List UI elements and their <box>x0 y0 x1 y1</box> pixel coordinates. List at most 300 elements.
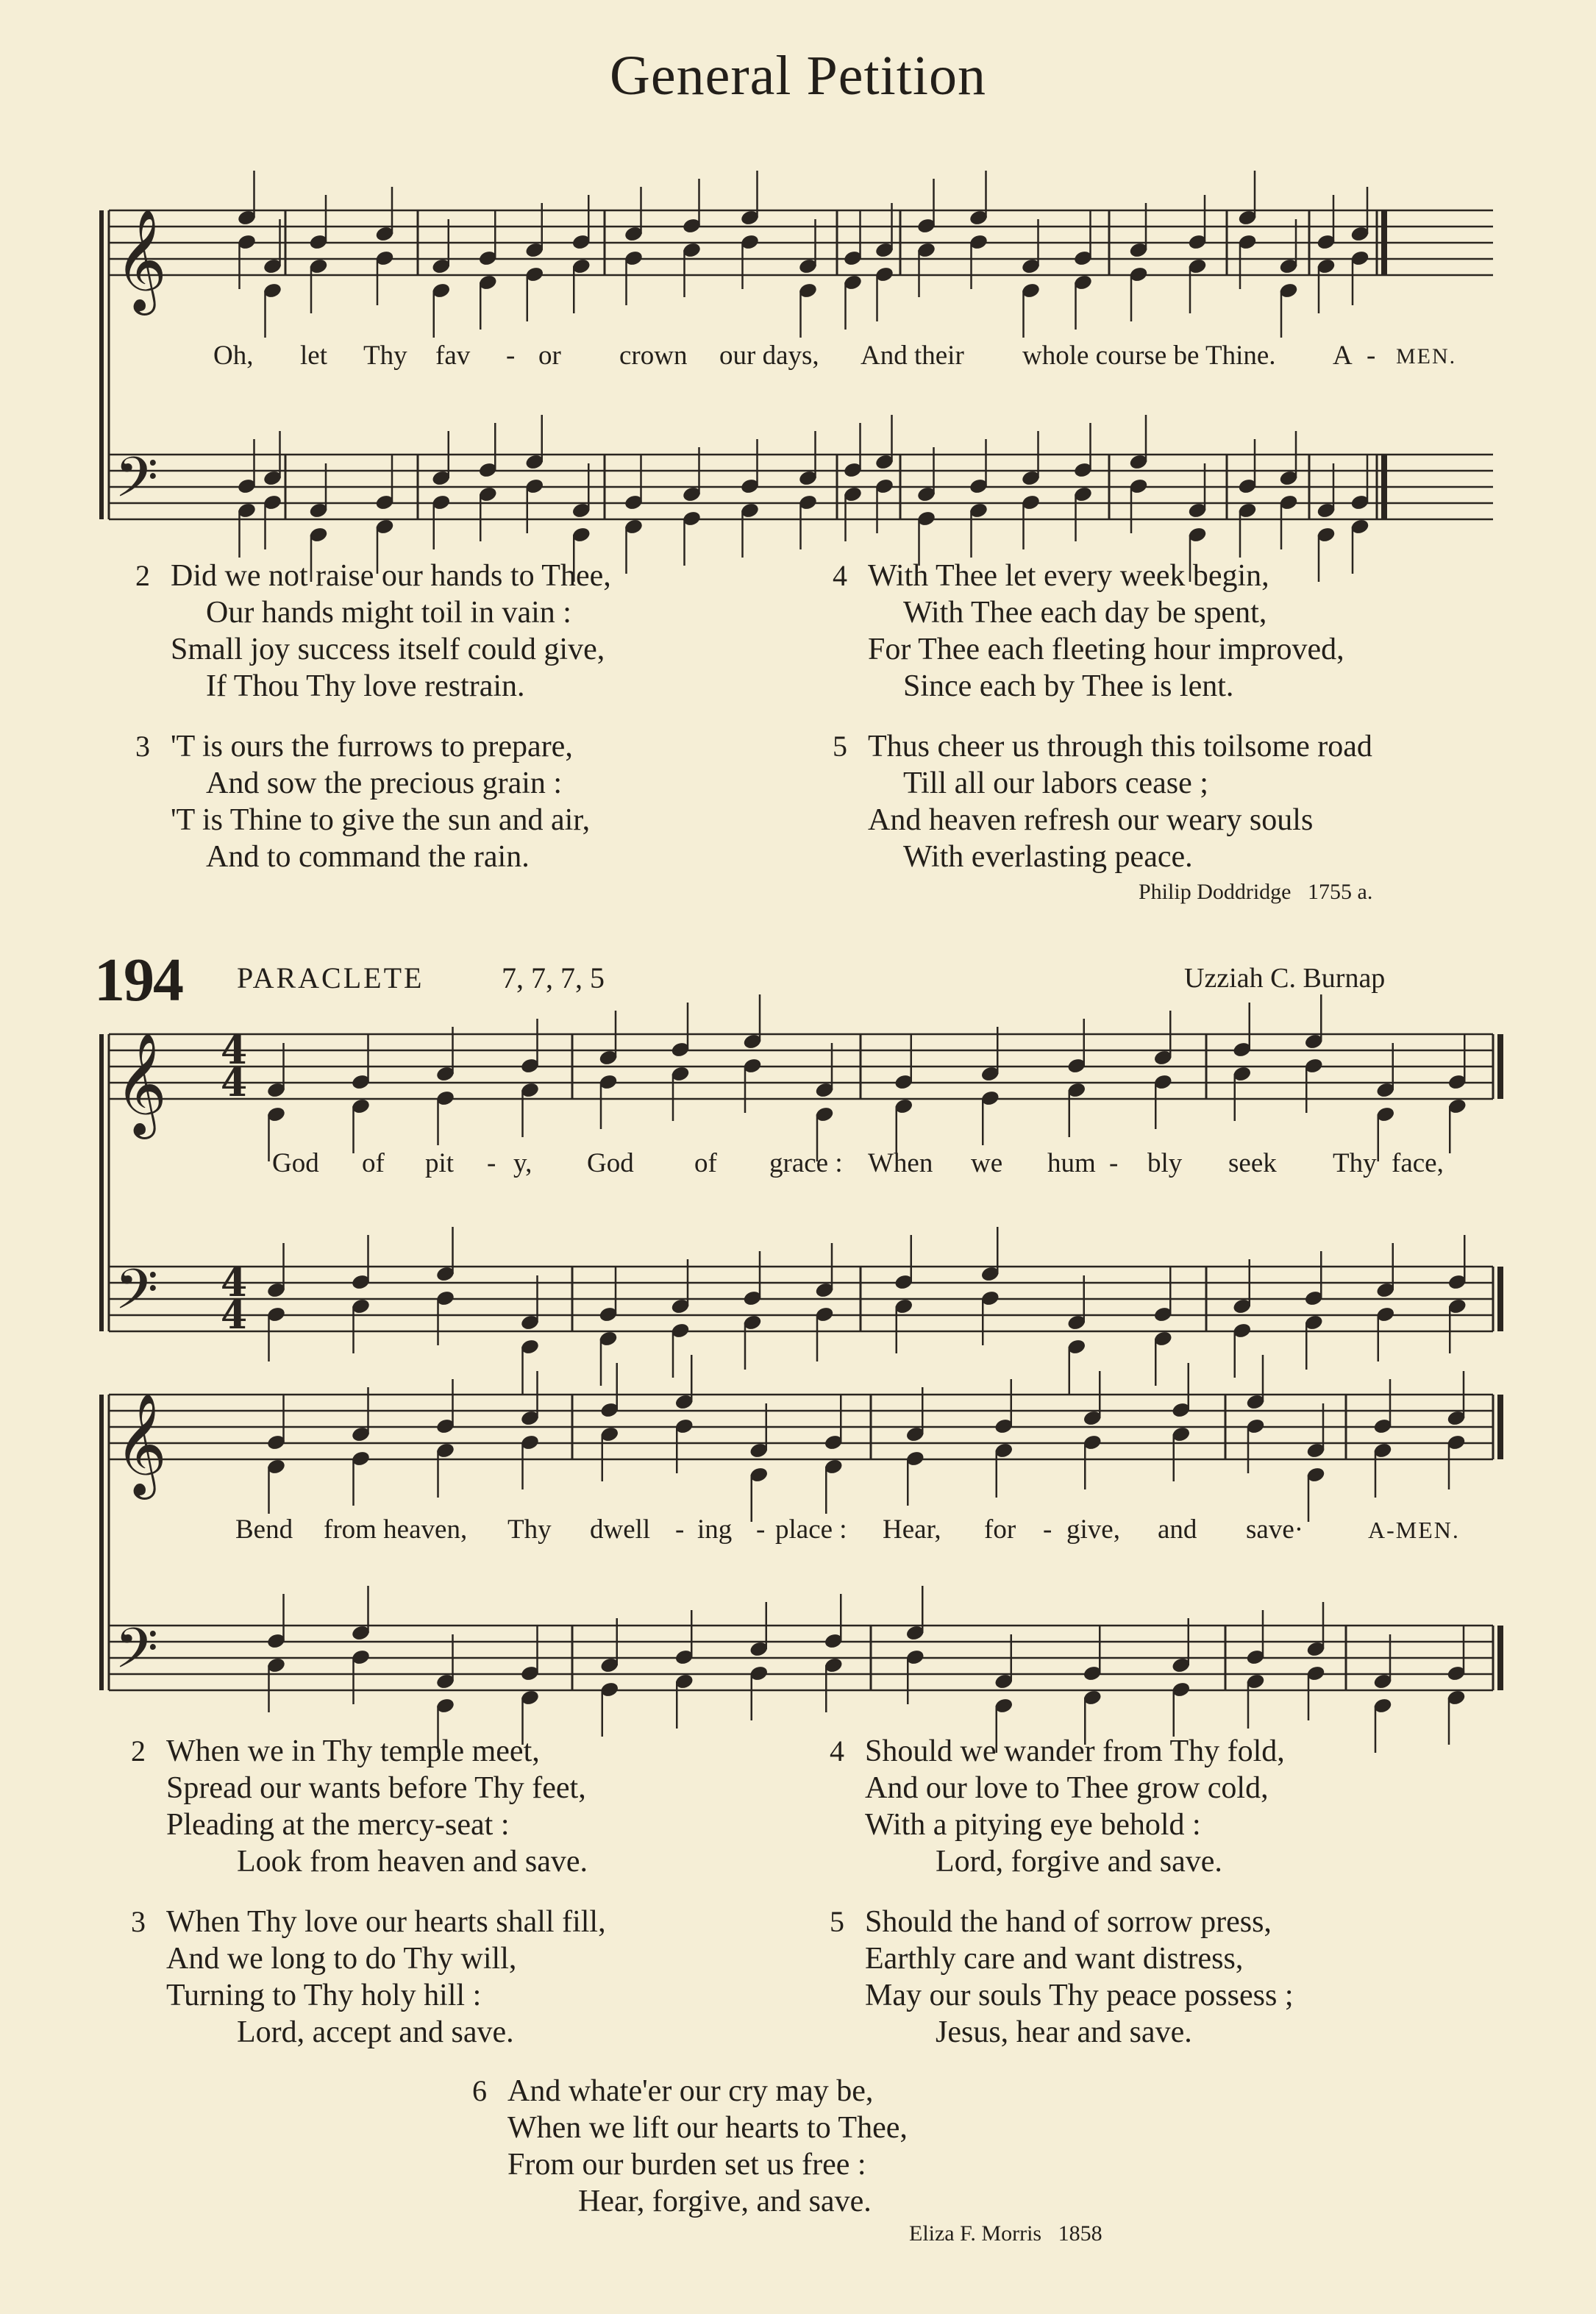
note-head <box>309 502 328 519</box>
note-head <box>674 1394 694 1411</box>
verse-line: Should the hand of sorrow press, <box>865 1905 1272 1939</box>
lyric-word: place : <box>775 1514 847 1545</box>
note-head <box>435 1698 455 1715</box>
lyric-word: MEN. <box>1396 344 1457 369</box>
note-head <box>894 1098 913 1115</box>
note-head <box>624 494 643 511</box>
bass-clef-icon: 𝄢 <box>115 445 159 524</box>
verse-line: And to command the rain. <box>206 840 530 874</box>
note-head <box>1306 1665 1325 1682</box>
lyric-word: of <box>362 1148 385 1178</box>
note-head <box>671 1322 690 1339</box>
treble-clef-icon: 𝄞 <box>115 1033 167 1135</box>
lyric-word: - <box>1043 1514 1052 1545</box>
note-head <box>1350 494 1369 511</box>
note-head <box>894 1274 913 1291</box>
note-head <box>798 494 817 511</box>
note-head <box>749 1467 769 1484</box>
lyric-word: and <box>1158 1514 1197 1545</box>
note-head <box>1447 1410 1466 1427</box>
note-head <box>1073 462 1092 479</box>
note-head <box>1188 502 1207 519</box>
verse-line: Lord, forgive and save. <box>936 1845 1222 1879</box>
treble-clef-icon: 𝄞 <box>115 209 167 311</box>
lyric-word: for <box>984 1514 1016 1545</box>
note-head <box>969 502 988 519</box>
note-head <box>520 1665 539 1682</box>
note-head <box>1376 1282 1395 1299</box>
note-head <box>435 1090 455 1107</box>
hymn-193-verse-4 <box>833 558 1344 705</box>
note-head <box>237 478 256 495</box>
hymn-193-verse-5 <box>833 728 1372 875</box>
note-head <box>874 454 894 471</box>
note-head <box>435 1673 455 1690</box>
note-head <box>740 210 759 227</box>
note-head <box>874 478 894 495</box>
note-head <box>905 1649 925 1666</box>
lyric-word: Thy <box>1333 1148 1377 1178</box>
note-head <box>1153 1331 1172 1348</box>
note-head <box>435 1066 455 1083</box>
lyric-word: God <box>587 1148 634 1178</box>
note-head <box>798 282 817 299</box>
verse-number: 5 <box>833 730 847 763</box>
verse-line: Thus cheer us through this toilsome road <box>868 730 1372 763</box>
lyric-word: A-MEN. <box>1368 1517 1460 1543</box>
note-head <box>749 1641 769 1658</box>
lyric-word: Thy <box>507 1514 552 1545</box>
note-head <box>1233 1322 1252 1339</box>
note-head <box>980 1090 1000 1107</box>
note-head <box>1238 478 1257 495</box>
note-head <box>1172 1426 1191 1443</box>
note-head <box>520 1082 539 1099</box>
note-head <box>1373 1698 1392 1715</box>
lyric-word: Bend <box>235 1514 293 1545</box>
note-head <box>525 454 544 471</box>
note-head <box>1067 1314 1086 1331</box>
verse-line: For Thee each fleeting hour improved, <box>868 633 1344 666</box>
note-head <box>1129 454 1148 471</box>
hymn-194-credit <box>909 2221 1102 2246</box>
note-head <box>824 1434 843 1451</box>
hymn-number: 194 <box>94 946 182 1014</box>
note-head <box>1350 226 1369 243</box>
note-head <box>624 250 643 267</box>
note-head <box>435 1442 455 1459</box>
note-head <box>1306 1641 1325 1658</box>
note-head <box>266 1282 285 1299</box>
note-head <box>1083 1665 1102 1682</box>
note-head <box>600 1402 619 1419</box>
time-signature: 4 <box>221 1028 248 1073</box>
note-head <box>674 1418 694 1435</box>
verse-line: And heaven refresh our weary souls <box>868 803 1314 837</box>
hymn-193-verse-2 <box>135 558 611 705</box>
verse-line: Earthly care and want distress, <box>865 1942 1244 1976</box>
note-head <box>309 527 328 544</box>
lyric-word: y, <box>513 1148 532 1178</box>
meter: 7, 7, 7, 5 <box>502 961 605 994</box>
note-head <box>1021 494 1040 511</box>
verse-line: Did we not raise our hands to Thee, <box>171 559 611 593</box>
verse-line: Our hands might toil in vain : <box>206 596 571 630</box>
time-signature: 4 <box>221 1293 248 1338</box>
verse-line: If Thou Thy love restrain. <box>206 669 525 703</box>
note-head <box>237 502 256 519</box>
note-head <box>599 1331 618 1348</box>
note-head <box>894 1298 913 1315</box>
note-head <box>1238 210 1257 227</box>
note-head <box>351 1625 370 1642</box>
note-head <box>478 486 497 503</box>
note-head <box>351 1098 370 1115</box>
note-head <box>740 502 759 519</box>
lyric-word: Thy <box>363 341 407 371</box>
lyric-word: pit <box>425 1148 455 1178</box>
note-head <box>1172 1402 1191 1419</box>
note-head <box>478 250 497 267</box>
note-head <box>1246 1418 1265 1435</box>
note-head <box>1373 1418 1392 1435</box>
lyric-word: or <box>538 341 561 371</box>
note-head <box>520 1434 539 1451</box>
note-head <box>309 234 328 251</box>
note-head <box>435 1418 455 1435</box>
note-head <box>266 1633 285 1650</box>
note-head <box>740 234 759 251</box>
note-head <box>351 1298 370 1315</box>
note-head <box>1447 1098 1467 1115</box>
note-head <box>520 1690 539 1706</box>
note-head <box>1153 1306 1172 1323</box>
lyric-word: seek <box>1228 1148 1277 1178</box>
note-head <box>263 282 282 299</box>
verse-number: 4 <box>830 1734 844 1767</box>
note-head <box>994 1442 1013 1459</box>
verse-line: 'T is ours the furrows to prepare, <box>171 730 573 763</box>
note-head <box>1304 1033 1323 1050</box>
note-head <box>432 470 451 487</box>
author: Eliza F. Morris <box>909 2221 1042 2246</box>
lyric-word: God <box>272 1148 319 1178</box>
hymn-194-verse-2 <box>131 1733 588 1880</box>
verse-line: Since each by Thee is lent. <box>903 669 1234 703</box>
lyric-word: A <box>1333 341 1353 371</box>
lyric-word: save· <box>1246 1514 1304 1545</box>
note-head <box>798 258 817 275</box>
note-head <box>571 527 591 544</box>
verse-line: Lord, accept and save. <box>237 2015 514 2049</box>
note-head <box>351 1450 370 1467</box>
lyric-word: whole course be Thine. <box>1022 341 1276 371</box>
note-head <box>969 478 988 495</box>
note-head <box>375 250 394 267</box>
note-head <box>432 282 451 299</box>
note-head <box>351 1274 370 1291</box>
note-head <box>1350 250 1369 267</box>
note-head <box>671 1298 690 1315</box>
note-head <box>1073 250 1092 267</box>
lyric-word: let <box>300 341 327 371</box>
note-head <box>824 1657 843 1674</box>
verse-number: 5 <box>830 1905 844 1938</box>
verse-line: Small joy success itself could give, <box>171 633 605 666</box>
hymn-194-verse-6 <box>472 2073 908 2220</box>
note-head <box>743 1058 762 1075</box>
note-head <box>1129 266 1148 283</box>
note-head <box>432 494 451 511</box>
note-head <box>994 1673 1013 1690</box>
note-head <box>1233 1298 1252 1315</box>
verse-line: May our souls Thy peace possess ; <box>865 1979 1294 2012</box>
note-head <box>435 1290 455 1307</box>
lyric-word: dwell <box>590 1514 651 1545</box>
year: 1858 <box>1058 2221 1102 2246</box>
note-head <box>1304 1314 1323 1331</box>
note-head <box>874 242 894 259</box>
note-head <box>905 1625 925 1642</box>
verse-line: With everlasting peace. <box>903 840 1193 874</box>
note-head <box>969 234 988 251</box>
bass-clef-icon: 𝄢 <box>115 1616 159 1695</box>
note-head <box>599 1306 618 1323</box>
note-head <box>571 258 591 275</box>
note-head <box>815 1306 834 1323</box>
verse-line: Hear, forgive, and save. <box>578 2185 872 2218</box>
note-head <box>969 210 988 227</box>
hymn-193-verse-3 <box>135 728 591 875</box>
lyric-word: When <box>868 1148 933 1178</box>
verse-line: When we lift our hearts to Thee, <box>507 2111 908 2145</box>
verse-line: When Thy love our hearts shall fill, <box>166 1905 606 1939</box>
note-head <box>905 1426 925 1443</box>
note-head <box>1021 470 1040 487</box>
verse-line: And we long to do Thy will, <box>166 1942 517 1976</box>
lyric-word: grace : <box>769 1148 843 1178</box>
verse-number: 6 <box>472 2074 487 2107</box>
note-head <box>266 1082 285 1099</box>
note-head <box>1188 527 1207 544</box>
note-head <box>1021 282 1040 299</box>
lyric-word: - <box>756 1514 766 1545</box>
note-head <box>266 1657 285 1674</box>
note-head <box>994 1418 1013 1435</box>
note-head <box>1279 470 1298 487</box>
note-head <box>980 1266 1000 1283</box>
lyric-word: ing <box>697 1514 733 1545</box>
verse-line: Look from heaven and save. <box>237 1845 588 1879</box>
verse-line: Spread our wants before Thy feet, <box>166 1771 586 1805</box>
time-signature: 4 <box>221 1261 248 1306</box>
lyric-word: - <box>506 341 516 371</box>
note-head <box>1317 502 1336 519</box>
note-head <box>571 234 591 251</box>
note-head <box>1172 1657 1191 1674</box>
verse-line: And whate'er our cry may be, <box>507 2074 874 2108</box>
note-head <box>1306 1467 1325 1484</box>
lyric-word: - <box>1367 341 1376 371</box>
note-head <box>1153 1050 1172 1067</box>
note-head <box>674 1673 694 1690</box>
note-head <box>1317 234 1336 251</box>
lyric-word: fav <box>435 341 471 371</box>
note-head <box>682 486 701 503</box>
verse-line: With Thee let every week begin, <box>868 559 1269 593</box>
verse-number: 3 <box>135 730 150 763</box>
bass-clef-icon: 𝄢 <box>115 1257 159 1336</box>
note-head <box>624 519 643 535</box>
note-head <box>916 510 936 527</box>
lyric-word: Oh, <box>213 341 254 371</box>
note-head <box>1304 1290 1323 1307</box>
lyric-word: we <box>971 1148 1003 1178</box>
note-head <box>843 462 862 479</box>
note-head <box>1083 1410 1102 1427</box>
note-head <box>266 1306 285 1323</box>
note-head <box>1067 1058 1086 1075</box>
note-head <box>525 242 544 259</box>
note-head <box>1083 1690 1102 1706</box>
note-head <box>674 1649 694 1666</box>
composer: Uzziah C. Burnap <box>1184 963 1386 994</box>
note-head <box>375 226 394 243</box>
note-head <box>916 218 936 235</box>
note-head <box>1238 502 1257 519</box>
note-head <box>1373 1673 1392 1690</box>
note-head <box>1073 486 1092 503</box>
note-head <box>432 258 451 275</box>
lyric-word: hum <box>1047 1148 1096 1178</box>
note-head <box>1172 1681 1191 1698</box>
note-head <box>1317 258 1336 275</box>
note-head <box>599 1050 618 1067</box>
note-head <box>1350 519 1369 535</box>
lyric-word: of <box>694 1148 717 1178</box>
note-head <box>525 478 544 495</box>
verse-line: With Thee each day be spent, <box>903 596 1267 630</box>
note-head <box>1083 1434 1102 1451</box>
hymn-194-verse-4 <box>830 1733 1285 1880</box>
note-head <box>600 1426 619 1443</box>
verse-line: Should we wander from Thy fold, <box>865 1734 1285 1768</box>
note-head <box>743 1314 762 1331</box>
note-head <box>375 519 394 535</box>
note-head <box>1376 1082 1395 1099</box>
note-head <box>1246 1649 1265 1666</box>
note-head <box>980 1066 1000 1083</box>
note-head <box>263 494 282 511</box>
note-head <box>994 1698 1013 1715</box>
note-head <box>743 1033 762 1050</box>
verse-number: 2 <box>131 1734 146 1767</box>
note-head <box>874 266 894 283</box>
note-head <box>671 1042 690 1058</box>
lyric-word: crown <box>619 341 688 371</box>
lyric-word: from heaven, <box>324 1514 468 1545</box>
verse-line: 'T is Thine to give the sun and air, <box>171 803 591 837</box>
note-head <box>1233 1042 1252 1058</box>
author: Philip Doddridge <box>1139 880 1292 904</box>
note-head <box>1306 1442 1325 1459</box>
lyric-word: - <box>1109 1148 1119 1178</box>
note-head <box>1067 1082 1086 1099</box>
note-head <box>375 494 394 511</box>
note-head <box>520 1058 539 1075</box>
note-head <box>571 502 591 519</box>
verse-line: Pleading at the mercy-seat : <box>166 1808 510 1842</box>
note-head <box>1021 258 1040 275</box>
note-head <box>905 1450 925 1467</box>
verse-line: From our burden set us free : <box>507 2148 866 2182</box>
note-head <box>351 1649 370 1666</box>
note-head <box>824 1459 843 1475</box>
note-head <box>435 1266 455 1283</box>
note-head <box>266 1459 285 1475</box>
note-head <box>671 1066 690 1083</box>
note-head <box>1246 1394 1265 1411</box>
hymn-194-verse-3 <box>131 1904 606 2051</box>
note-head <box>237 210 256 227</box>
verse-number: 3 <box>131 1905 146 1938</box>
note-head <box>1279 258 1298 275</box>
note-head <box>1447 1690 1466 1706</box>
note-head <box>1376 1306 1395 1323</box>
note-head <box>894 1074 913 1091</box>
note-head <box>1447 1074 1467 1091</box>
note-head <box>478 274 497 291</box>
note-head <box>682 218 701 235</box>
note-head <box>263 258 282 275</box>
note-head <box>1129 242 1148 259</box>
verse-number: 4 <box>833 559 847 592</box>
verse-line: And our love to Thee grow cold, <box>865 1771 1269 1805</box>
year: 1755 <box>1308 880 1352 904</box>
note-head <box>525 266 544 283</box>
note-head <box>1279 494 1298 511</box>
note-head <box>843 250 862 267</box>
note-head <box>682 510 701 527</box>
verse-line: And sow the precious grain : <box>206 766 563 800</box>
note-head <box>600 1681 619 1698</box>
note-head <box>1238 234 1257 251</box>
note-head <box>1067 1339 1086 1356</box>
note-head <box>815 1282 834 1299</box>
note-head <box>1447 1298 1467 1315</box>
verse-line: Jesus, hear and save. <box>936 2015 1192 2049</box>
hymn-193-credit <box>1139 880 1372 905</box>
note-head <box>798 470 817 487</box>
note-head <box>1246 1673 1265 1690</box>
note-head <box>520 1410 539 1427</box>
note-head <box>266 1106 285 1123</box>
note-head <box>520 1314 539 1331</box>
verse-line: Turning to Thy holy hill : <box>166 1979 482 2012</box>
note-head <box>682 242 701 259</box>
verse-line: With a pitying eye behold : <box>865 1808 1201 1842</box>
note-head <box>1129 478 1148 495</box>
lyric-word: face, <box>1392 1148 1444 1178</box>
lyric-word: bly <box>1147 1148 1183 1178</box>
note-head <box>1373 1442 1392 1459</box>
note-head <box>478 462 497 479</box>
note-head <box>916 242 936 259</box>
note-head <box>815 1106 834 1123</box>
lyric-word: Hear, <box>883 1514 941 1545</box>
note-head <box>980 1290 1000 1307</box>
tune-name: PARACLETE <box>237 961 424 994</box>
